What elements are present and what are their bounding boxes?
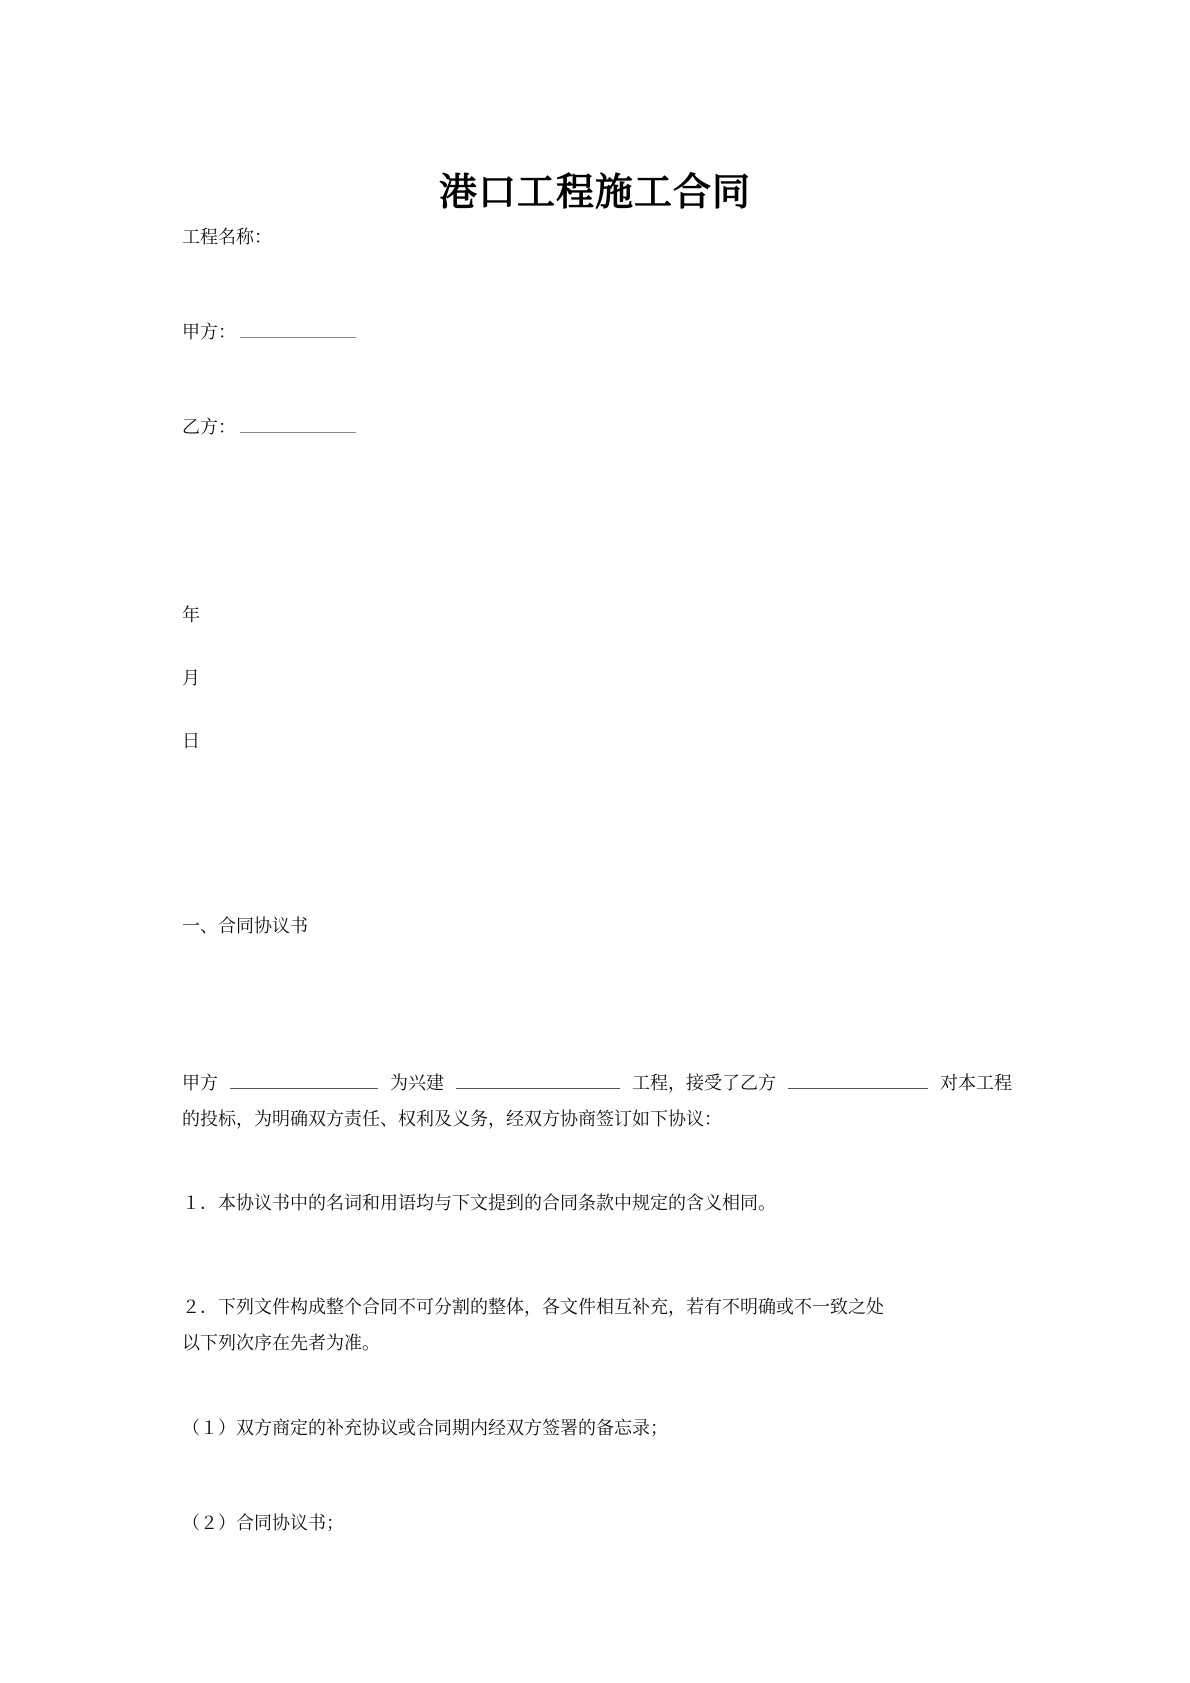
clause-1: １．本协议书中的名词和用语均与下文提到的合同条款中规定的含义相同。 [182, 1193, 776, 1214]
party-b-line [182, 416, 356, 440]
intro-part-1: 甲方 [182, 1073, 218, 1094]
intro-part-3: 工程，接受了乙方 [632, 1073, 776, 1094]
section-heading: 一、合同协议书 [182, 916, 308, 937]
party-b-label: 乙方： [182, 417, 236, 438]
list-item-1: （１）双方商定的补充协议或合同期内经双方签署的备忘录； [182, 1418, 668, 1439]
intro-line-2: 的投标，为明确双方责任、权利及义务，经双方协商签订如下协议： [182, 1109, 722, 1130]
clause-2-line-2: 以下列次序在先者为准。 [182, 1333, 380, 1354]
party-b-blank[interactable] [240, 418, 356, 433]
intro-part-2: 为兴建 [390, 1073, 444, 1094]
clause-2-line-1: ２．下列文件构成整个合同不可分割的整体，各文件相互补充，若有不明确或不一致之处 [182, 1297, 884, 1318]
date-month: 月 [182, 668, 200, 689]
clause-2 [182, 1290, 1012, 1362]
party-a-line [182, 321, 356, 345]
intro-paragraph [182, 1066, 1012, 1138]
party-b-name-blank[interactable] [788, 1070, 928, 1089]
party-a-blank[interactable] [240, 323, 356, 338]
document-title: 港口工程施工合同 [438, 169, 751, 214]
intro-part-4: 对本工程 [940, 1073, 1012, 1094]
date-year: 年 [182, 605, 200, 626]
party-a-label: 甲方： [182, 322, 236, 343]
intro-line-1 [182, 1066, 1012, 1102]
party-a-name-blank[interactable] [230, 1070, 378, 1089]
project-name-label: 工程名称： [182, 227, 272, 248]
list-item-2: （２）合同协议书； [182, 1513, 344, 1534]
project-blank[interactable] [456, 1070, 620, 1089]
date-day: 日 [182, 731, 200, 752]
